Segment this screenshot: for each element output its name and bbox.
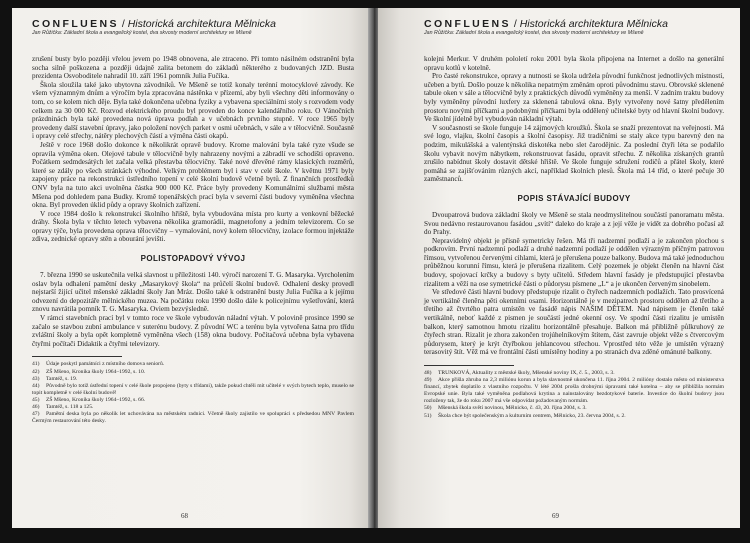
header-subtitle: Jan Růžička: Základní škola a evangelický kostel, dva skvosty moderní architektury ve Mšeně bbox=[424, 30, 644, 36]
footnote: 44) Původně bylo totiž ústřední topení v celé škole propojeno (byty s třídami), takže pokud chtěli mít učitelé v svých bytech teplo, muselo se topit kompletně v celé školní budově! bbox=[32, 382, 354, 396]
header-subtitle: Jan Růžička: Základní škola a evangelický kostel, dva skvosty moderní architektury ve Mšeně bbox=[32, 30, 252, 36]
paragraph: Nepravidelný objekt je přísně symetricky řešen. Má tři nadzemní podlaží a je zakončen plochou s podkrovím. První nadzemní podlaží a druhé nadzemní podlaží je oddělen výrazným příčným patrovou římsou, vytvořenou červenými cihlami, která je přerušena pouze balkony. Budova má také jednoduchou průběžnou korunní římsu, která je přerušena rizalitem. Celý pozemek je objekt členěn na hlavní část budovy, spojovací krčky a budovy s byty učitelů. Středem hlavní fasády je předstupující přestavba rizalitem a věží na ose symetrické části o půdorysu písmene „L“ a je ukončen červeným sinobelem. bbox=[424, 236, 724, 288]
header-title: CONFLUENS / Historická architektura Mělnicka bbox=[32, 18, 276, 30]
footnote: 50) Mšenská škola světí novinou, Mělnicko, č. 43, 20. října 2004, s. 3. bbox=[424, 405, 587, 412]
paragraph: zrušení busty bylo později vřelou jevem po 1948 obnovena, ale ztraceno. Při tomto násilném odstranění byla socha silně poškozena a později údajně zalita betonem do základů některého z budovaných JZD. Busta prezidenta Osvoboditele nahradil 10. září 1961 pomník Julia Fučíka. bbox=[32, 55, 354, 81]
header-title: CONFLUENS / Historická architektura Mělnicka bbox=[424, 18, 668, 30]
paragraph: Dvoupatrová budova základní školy ve Mšeně se stala neodmyslitelnou součástí panoramatu města. Svou nedávno restaurovanou fasádou „svítí“ daleko do kraje a z její věže je vidět za dobrého počasí až do Prahy. bbox=[424, 210, 724, 237]
footnote: 46) Tamtéž, s. 118 a 125. bbox=[32, 403, 94, 410]
paragraph: Škola sloužila také jako ubytovna závodníků. Ve Mšeně se totiž konaly terénní motocyklové závody. Ke všem významným dnům a výročím byla zpracována nástěnka v přízemí, aby byli všechny děti informovány o tom, co se kolem nich děje. Byla také dokončena učebna fyziky a vybavena speciálními stoly s rozvodem vody celkem za 30 000 Kč. Rozvod elektrického proudu byl proveden do konce kalendářního roku. O Vánočních prázdninách byla také provedena nová úprava podlah a v učebnách prvního stupně. V roce 1965 byly provedeny další stavební úpravy, jako položení nových parket v osmi učebnách, v sále a v tělocvičně. Současně i opravy celé střechy, nátěry plechových částí a výměna části okapů. bbox=[32, 80, 354, 141]
footnotes bbox=[424, 370, 724, 420]
running-header-right bbox=[424, 18, 668, 37]
paragraph: V rámci stavebních prací byl v tomto roce ve škole vybudován náladní výtah. V polovině prosince 1990 se začalo se stavbou zubní ambulance v suterénu budovy. Z původní WC a terénu byla vytvořena šatna pro třídu zvláštní školy a byla opět kompletně vyměněna všech (158) okna budovy. Počítačová učebna byla vybavena čtyřmi počítači Didaktik a čtyřmi televizory. bbox=[32, 314, 354, 348]
paragraph: V současnosti se škole funguje 14 zájmových kroužků. Škola se snaží prezentovat na veřejnosti. Má své logo, vlajku, školní časopis a školní časopisy. Již tradičními se staly akce typu barevný den na podzim, mikulášská a valentýnská diskotéka nebo slet čarodějnic. Za poslední čtyři léta se podařilo školu vybavit novým nábytkem, rekonstruovat fasádu, opravit střechu. Z několika získaných grantů zrušilo nabídnut školy dostavit dětské hřiště. Ve škole funguje sdružení rodičů a přátel školy, které pomáhá se zajišťováním různých akcí, například školních plesů. Škola má 14 tříd, o které pečuje 30 zaměstnanců. bbox=[424, 123, 724, 184]
paragraph: 7. března 1990 se uskutečnila velká slavnost u příležitosti 140. výročí narození T. G. Masaryka. Vyrcholením oslav byla odhalení pamětní desky „Masarykový škola“ na průčelí školní budově. Odhalení desky provedl nejstarší žijící učitel mšenské základní školy Jan Mráz. Došlo také k odstranění busty Julia Fučíka a k jejímu odvezení do depozitáře mělnického muzea. Na počátku roku 1990 došlo dále k policejnímu vyšetřování, která znovu navrátila pomník T. G. Masaryka. Oviem bezvýsledně. bbox=[32, 271, 354, 314]
paragraph: Pro časté rekonstrukce, opravy a nutnosti se škola udržela původní funkčnost jednotlivých místností, učeben a bytů. Došlo pouze k několika nepatrným změnám oproti původnímu stavu. Obrovské sklenené tabule oken v sále a tělocvičně byly z praktických důvodů vyměněny za menší. V zadním traktu budovy byly vyměněny původní luxfery za sklenená tabulová okna. Byly vytvořeny nové šatny předělením prostoru novými příčkami a podobnými příčkami byla oddělený učitelské byty od hlavní školní budovy. Ve školní jídelně byl vybudován nákladní výtah. bbox=[424, 72, 724, 124]
footnote-rule bbox=[32, 356, 122, 357]
left-body bbox=[32, 55, 354, 425]
page-number: 68 bbox=[181, 512, 188, 520]
running-header-left bbox=[32, 18, 276, 37]
section-heading: POPIS STÁVAJÍCÍ BUDOVY bbox=[517, 193, 631, 203]
header-brand: CONFLUENS bbox=[424, 18, 511, 30]
footnote: 41) Údaje poskytl památníci z místního domova seniorů. bbox=[32, 361, 165, 368]
footnote: 49) Akce přišla zhruba na 2,3 miliónu korun a byla slavnostně ukončena 11. října 2004. 2 milióny dostalo město od ministerstva financí, zbytek doplatilo z vlastního rozpočtu. V lété 2004 prošla drobnými úpravami také kotelna – aby se přiblížila normám Evropské unie. Byla také vyměněna podlahová krytina a nainstalovány bezdotykové baterie. Investice do školní budovy jsou rozloženy tak, že do roku 2007 má vše odpovídat požadovaným normám. bbox=[424, 377, 724, 405]
footnote: 48) TRUNKOVÁ, Aktuality z městské školy, Mšenské noviny IX, č. 5., 2003, s. 3. bbox=[424, 370, 615, 376]
footnote: 51) Škola chce být společenským a kulturním centrem, Mělnicko, 23. června 2004, s. 2. bbox=[424, 412, 626, 419]
section-heading: POLISTOPADOVÝ VÝVOJ bbox=[140, 254, 246, 264]
page-number: 69 bbox=[552, 512, 559, 520]
footnote-rule bbox=[424, 365, 514, 366]
right-page bbox=[378, 8, 740, 528]
footnote: 45) ZŠ Mšeno, Kronika školy 1964–1992, s. 66. bbox=[32, 396, 146, 403]
header-title-rest: Historická architektura Mělnicka bbox=[519, 18, 668, 30]
paragraph: kolejni Merkur. V druhém pololetí roku 2001 byla škola připojena na Internet a došlo na generální opravu kotlů v kotelně. bbox=[424, 55, 724, 72]
footnotes bbox=[32, 361, 354, 425]
paragraph: Ještě v roce 1968 došlo dokonce k několikrát opravě budovy. Krome malování byla také ryze všude se opravila výměna oken. Olejové tabule v tělocvičně byly nahrazeny novými a zábradlí ve schodišti opraveno. Počátkem sedmdesátých let začala velká přestavba tělocvičny. Také nové dřevěné rámy klasických rozměrů, které se zdály po všech stránkách výhodné. Velkým problémem byl i stav v celé škole. V květnu 1971 byly zapojeny práce na rekonstrukci ústředního topení v celé školní budově včetně bytů. Z finančních prostředků ONV byla na tuto akci uvolněna částka 900 000 Kč. Práce byly provedeny Komunálními službami města Mšena pod dohledem pana Budky. Kromě topenářských prací byla v severní části budovy vyměněna všechna okna. Byl proveden úklid půdy a opravy školních zařízení. bbox=[32, 140, 354, 210]
paragraph: Ve středové části hlavní budovy předstupuje rizalit o čtyřech nadzemních podlažích. Tato prosvícená je vertikálně členěna pěti okenními osami. Horizontálně je v mezipatrech prostoru oddělen až třetího a třetího až čtvrtého patra umístěn ve fasádě nápis NAŠIM DĚTEM. Nad nápisem je členěn také vertikálně, neboť každé z pismen je součástí jedné okenní osy. Ve spodní části rizalitu je umístěn balkon, který samotnou hmotu rizalitu horizontálně přesahuje. Balkon má přibližně půlkruhový ze čtyřech stran. Rizalit je zhora zakončen trojúhelníkovým štítem, část zavruje objekt věže s čtvercovým půdorysem, který je krýt čtyřbokou jehlancovou střechou. Vprostřed této věže je umístěn výrazný terasovitý štít. Věž má ve frontální části umístěny hodiny a po stranách dva zděné ománuté balkony. bbox=[424, 288, 724, 357]
right-body bbox=[424, 55, 724, 420]
paragraph: V roce 1984 došlo k rekonstrukci školního hřiště, byla vybudována místa pro kurty a venkovní běžecké dráhy. Škola byla v těchto letech vybavena několika gramorádii, magnetofony a jedním televizorem. Co se opravy týče, byla provedena oprava tělocvičny – vymalování, nový kolem tělocvičny, izolace formou injektáže zdiva, zednické opravy stěn a obourání jevišti. bbox=[32, 209, 354, 244]
left-page bbox=[12, 8, 370, 528]
footnote: 42) ZŠ Mšeno, Kronika školy 1964–1992, s. 10. bbox=[32, 368, 146, 375]
header-title-rest: Historická architektura Mělnicka bbox=[127, 18, 276, 30]
footnote: 47) Pamětní deska byla po několik let uchovávána na městském radnici. Včetně školy zajistilo ve spolupráci s předsedou MNV Pavlem Čermým restaurování této desky. bbox=[32, 411, 354, 425]
header-brand: CONFLUENS bbox=[32, 18, 119, 30]
footnote: 43) Tamtéž, s. 19. bbox=[32, 375, 78, 382]
